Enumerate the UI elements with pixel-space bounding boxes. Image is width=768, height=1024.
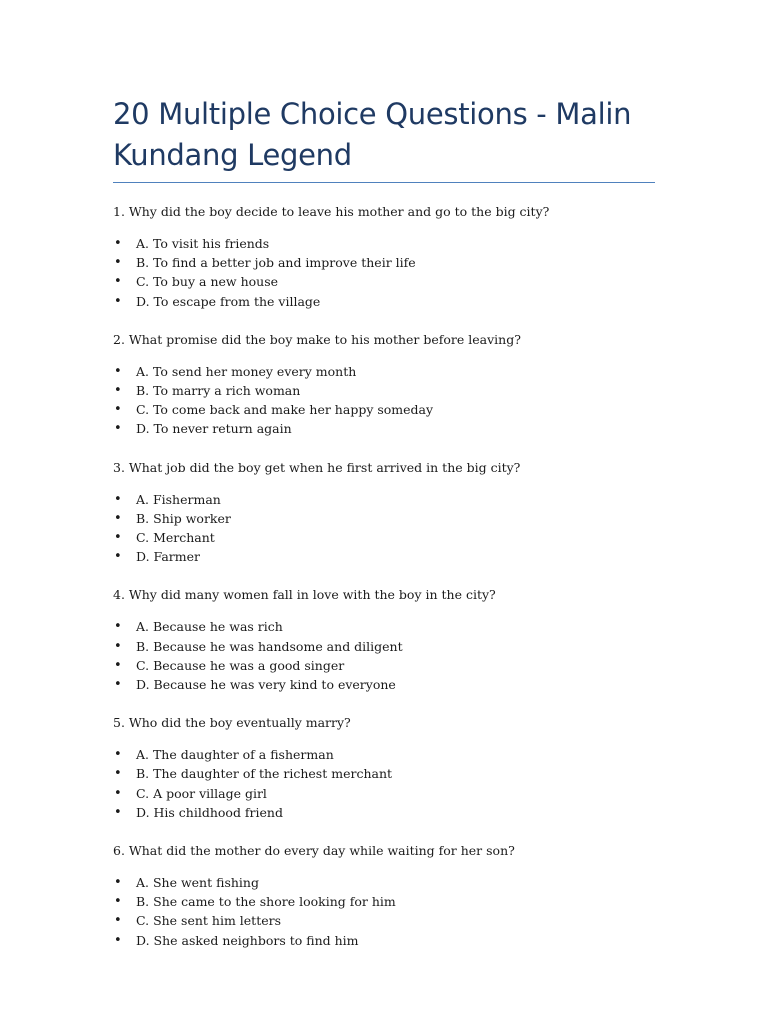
option-item xyxy=(113,784,655,803)
bullet-icon: • xyxy=(114,510,122,526)
question-3 xyxy=(113,459,655,567)
bullet-icon: • xyxy=(114,491,122,507)
option-item xyxy=(113,381,655,400)
option-list xyxy=(113,234,655,311)
option-item xyxy=(113,419,655,438)
option-item xyxy=(113,617,655,636)
option-text: A. To send her money every month xyxy=(136,363,357,379)
bullet-icon: • xyxy=(114,363,122,379)
question-1 xyxy=(113,203,655,311)
bullet-icon: • xyxy=(114,875,122,891)
option-item xyxy=(113,547,655,566)
bullet-icon: • xyxy=(114,677,122,693)
option-text: D. His childhood friend xyxy=(136,804,283,820)
option-text: B. To find a better job and improve their life xyxy=(136,255,416,271)
option-text: D. Farmer xyxy=(136,549,201,565)
bullet-icon: • xyxy=(114,766,122,782)
option-text: C. To come back and make her happy someday xyxy=(136,402,434,418)
option-item xyxy=(113,490,655,509)
option-list xyxy=(113,617,655,694)
bullet-icon: • xyxy=(114,293,122,309)
option-item xyxy=(113,362,655,381)
option-text: B. The daughter of the richest merchant xyxy=(136,766,393,782)
option-text: C. Merchant xyxy=(136,530,215,546)
question-text: 1. Why did the boy decide to leave his mother and go to the big city? xyxy=(113,204,550,219)
option-text: A. The daughter of a fisherman xyxy=(136,747,334,763)
option-item xyxy=(113,292,655,311)
bullet-icon: • xyxy=(114,619,122,635)
bullet-icon: • xyxy=(114,530,122,546)
question-text: 6. What did the mother do every day while waiting for her son? xyxy=(113,843,515,859)
option-item xyxy=(113,931,655,950)
option-text: C. She sent him letters xyxy=(136,913,282,929)
option-text: A. Because he was rich xyxy=(136,619,283,635)
option-text: A. Fisherman xyxy=(136,491,221,507)
bullet-icon: • xyxy=(114,274,122,290)
option-item xyxy=(113,803,655,822)
option-text: D. To escape from the village xyxy=(136,293,321,309)
bullet-icon: • xyxy=(114,255,122,271)
question-4 xyxy=(113,586,655,694)
option-text: B. She came to the shore looking for him xyxy=(136,894,396,910)
option-list xyxy=(113,362,655,439)
option-item xyxy=(113,400,655,419)
option-item xyxy=(113,272,655,291)
option-text: C. Because he was a good singer xyxy=(136,657,345,673)
option-text: B. Because he was handsome and diligent xyxy=(136,638,403,654)
bullet-icon: • xyxy=(114,421,122,437)
question-text: 2. What promise did the boy make to his mother before leaving? xyxy=(113,331,521,347)
question-5 xyxy=(113,714,655,822)
question-text: 3. What job did the boy get when he first arrived in the big city? xyxy=(113,459,521,475)
bullet-icon: • xyxy=(114,236,122,251)
bullet-icon: • xyxy=(114,894,122,910)
title-underline xyxy=(113,182,655,183)
option-item xyxy=(113,911,655,930)
question-text: 4. Why did many women fall in love with the boy in the city? xyxy=(113,587,496,603)
document-page xyxy=(113,94,655,950)
question-6 xyxy=(113,842,655,950)
option-list xyxy=(113,490,655,567)
option-text: C. To buy a new house xyxy=(136,274,279,290)
bullet-icon: • xyxy=(114,383,122,399)
option-text: B. Ship worker xyxy=(136,510,231,526)
option-list xyxy=(113,745,655,822)
option-item xyxy=(113,656,655,675)
bullet-icon: • xyxy=(114,932,122,948)
option-item xyxy=(113,234,655,253)
option-item xyxy=(113,253,655,272)
option-item xyxy=(113,764,655,783)
bullet-icon: • xyxy=(114,747,122,763)
bullet-icon: • xyxy=(114,638,122,654)
option-item xyxy=(113,528,655,547)
option-item xyxy=(113,675,655,694)
option-item xyxy=(113,745,655,764)
option-text: A. To visit his friends xyxy=(136,236,270,251)
option-item xyxy=(113,873,655,892)
bullet-icon: • xyxy=(114,804,122,820)
bullet-icon: • xyxy=(114,402,122,418)
question-2 xyxy=(113,331,655,439)
question-text: 5. Who did the boy eventually marry? xyxy=(113,715,351,731)
bullet-icon: • xyxy=(114,657,122,673)
option-text: C. A poor village girl xyxy=(136,785,267,801)
option-text: D. She asked neighbors to find him xyxy=(136,932,359,948)
option-item xyxy=(113,892,655,911)
option-list xyxy=(113,873,655,950)
bullet-icon: • xyxy=(114,785,122,801)
bullet-icon: • xyxy=(114,913,122,929)
option-item xyxy=(113,509,655,528)
option-text: D. Because he was very kind to everyone xyxy=(136,677,396,693)
option-text: A. She went fishing xyxy=(136,875,259,891)
option-text: D. To never return again xyxy=(136,421,292,437)
bullet-icon: • xyxy=(114,549,122,565)
option-item xyxy=(113,637,655,656)
option-text: B. To marry a rich woman xyxy=(136,383,301,399)
document-title: 20 Multiple Choice Questions - Malin Kundang Legend xyxy=(113,97,632,172)
